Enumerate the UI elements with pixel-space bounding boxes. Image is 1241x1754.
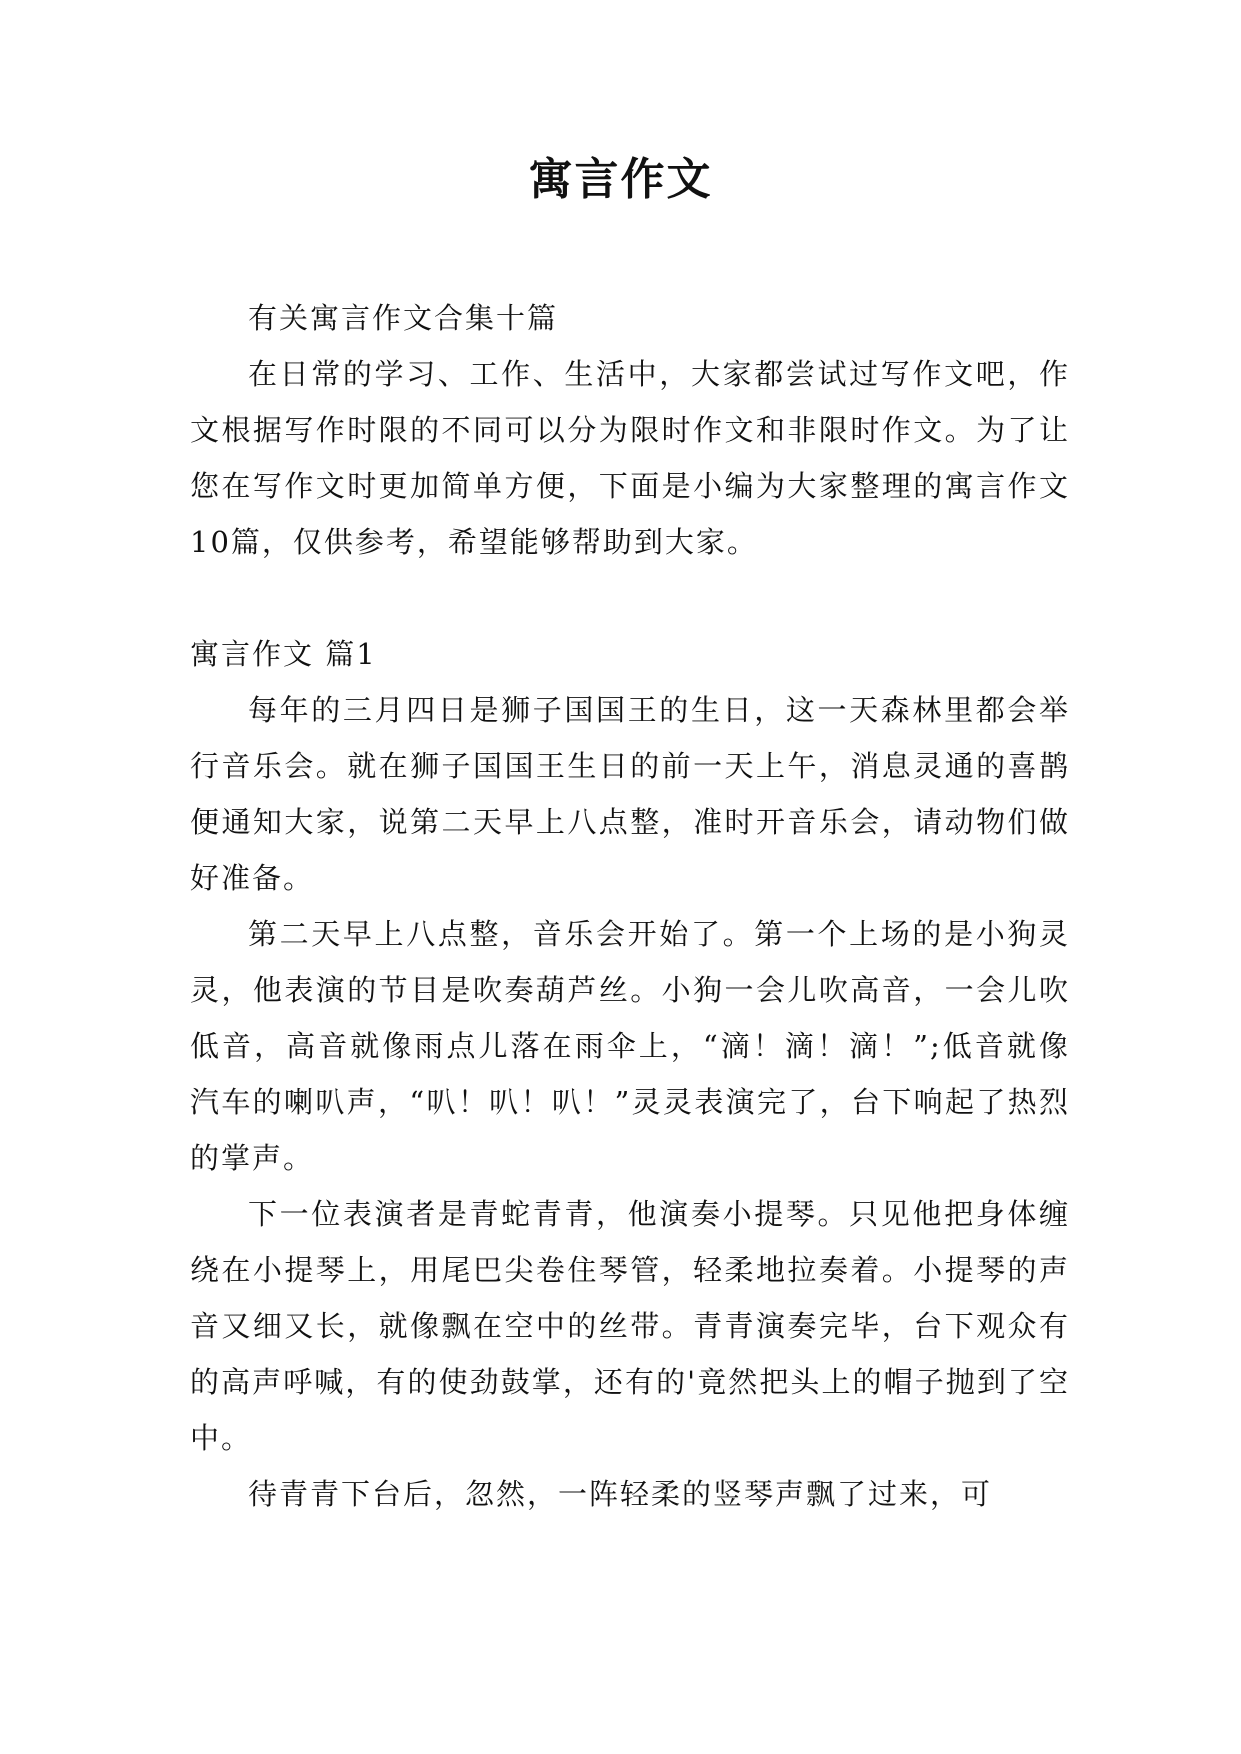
body-paragraph: 下一位表演者是青蛇青青，他演奏小提琴。只见他把身体缠绕在小提琴上，用尾巴尖卷住琴管，轻柔地拉奏着。小提琴的声音又细又长，就像飘在空中的丝带。青青演奏完毕，台下观众有的高声呼喊，有的使劲鼓掌，还有的'竟然把头上的帽子抛到了空中。 (190, 1197, 1070, 1455)
intro-paragraph: 在日常的学习、工作、生活中，大家都尝试过写作文吧，作文根据写作时限的不同可以分为限时作文和非限时作文。为了让您在写作文时更加简单方便，下面是小编为大家整理的寓言作文10篇，仅供参考，希望能够帮助到大家。 (190, 357, 1070, 559)
body-paragraph: 每年的三月四日是狮子国国王的生日，这一天森林里都会举行音乐会。就在狮子国国王生日的前一天上午，消息灵通的喜鹊便通知大家，说第二天早上八点整，准时开音乐会，请动物们做好准备。 (190, 693, 1070, 895)
document-body (190, 290, 1070, 1522)
body-paragraph: 第二天早上八点整，音乐会开始了。第一个上场的是小狗灵灵，他表演的节目是吹奏葫芦丝。小狗一会儿吹高音，一会儿吹低音，高音就像雨点儿落在雨伞上，“滴！滴！滴！”;低音就像汽车的喇叭声，“叭！叭！叭！”灵灵表演完了，台下响起了热烈的掌声。 (190, 917, 1070, 1175)
subtitle-paragraph: 有关寓言作文合集十篇 (248, 301, 559, 335)
section-heading: 寓言作文 篇1 (190, 637, 377, 671)
document-title: 寓言作文 (528, 154, 713, 205)
body-paragraph: 待青青下台后，忽然，一阵轻柔的竖琴声飘了过来，可 (248, 1477, 993, 1511)
